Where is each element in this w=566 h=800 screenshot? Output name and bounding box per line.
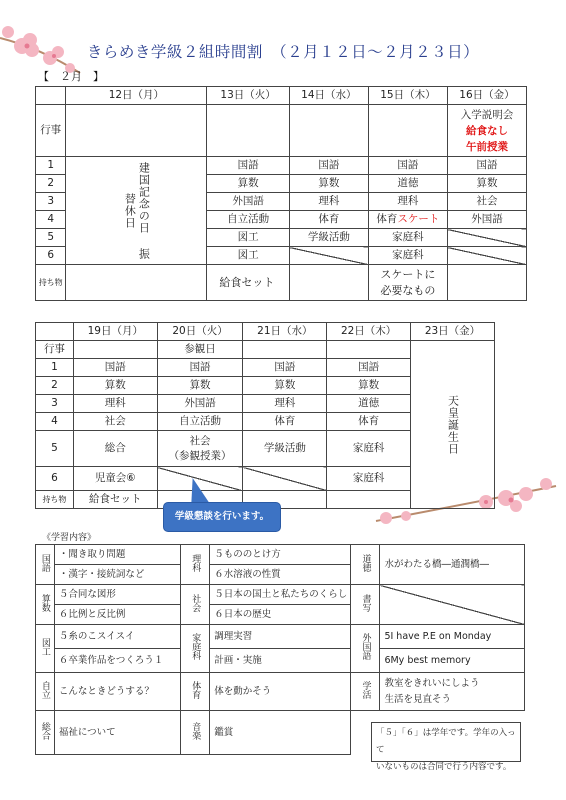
items-cell (447, 265, 526, 301)
subject-cell: 外国語 (447, 211, 526, 229)
period-number: 1 (36, 157, 66, 175)
period-number: 2 (36, 377, 74, 395)
subject-cell: 体育 (289, 211, 368, 229)
items-text: スケートに (380, 267, 436, 281)
subject-cell: 自立活動 (157, 413, 243, 431)
empty-cell (380, 585, 525, 625)
study-item: ５日本の国土と私たちのくらし (210, 585, 351, 605)
subject-cell: 算数 (327, 377, 411, 395)
subject-cell: 図工 (207, 247, 289, 265)
study-item (380, 673, 525, 711)
study-item: 計画・実施 (210, 649, 351, 673)
items-text: 必要なもの (380, 283, 436, 297)
subject-cell: 国語 (289, 157, 368, 175)
header-day: 22日（木） (327, 323, 411, 341)
subject-cell: 自立活動 (207, 211, 289, 229)
subject-cell: 家庭科 (327, 431, 411, 467)
subject-cell: 図工 (207, 229, 289, 247)
items-cell (66, 265, 207, 301)
subject-cell: 体育 (243, 413, 327, 431)
subject-cell: 家庭科 (368, 229, 447, 247)
subject-cell: 家庭科 (327, 467, 411, 491)
skate-text: スケート (397, 213, 440, 225)
subject-cell (368, 211, 447, 229)
note-text: 「５」「６」は学年です。学年の入って (376, 728, 516, 755)
holiday-text: 天皇誕生日 (446, 394, 460, 455)
event-cell (207, 105, 289, 157)
subject-cell: 理科 (73, 395, 157, 413)
subject-cell: 理科 (289, 193, 368, 211)
study-category: 国語 (36, 545, 55, 585)
period-number: 3 (36, 395, 74, 413)
period-number: 4 (36, 211, 66, 229)
subject-cell: 外国語 (207, 193, 289, 211)
subject-cell: 算数 (447, 175, 526, 193)
study-item: 調理実習 (210, 625, 351, 649)
note-box (371, 722, 521, 772)
study-item: ６日本の歴史 (210, 605, 351, 625)
period-number: 4 (36, 413, 74, 431)
header-day: 14日（水） (289, 87, 368, 105)
study-item: 福祉について (54, 711, 180, 755)
period-number: 2 (36, 175, 66, 193)
subject-cell: 国語 (327, 359, 411, 377)
event-label: 行事 (36, 105, 66, 157)
subject-cell: 理科 (243, 395, 327, 413)
subject-cell: 算数 (73, 377, 157, 395)
study-item: こんなときどうする？ (54, 673, 180, 711)
event-text: 入学説明会 (460, 108, 514, 121)
subject-cell: 算数 (289, 175, 368, 193)
study-item: 6My best memory (380, 649, 525, 673)
subject-cell: 総合 (73, 431, 157, 467)
subject-cell: 算数 (207, 175, 289, 193)
items-label: 持ち物 (36, 491, 74, 509)
subject-cell: 国語 (157, 359, 243, 377)
subject-cell: 国語 (368, 157, 447, 175)
event-cell (73, 341, 157, 359)
subject-cell: 道徳 (327, 395, 411, 413)
study-item: ６比例と反比例 (54, 605, 180, 625)
callout-box: 学級懇談を行います。 (163, 502, 281, 532)
study-item: ５糸のこスイスイ (54, 625, 180, 649)
study-category: 音楽 (181, 711, 210, 755)
study-item: ５合同な図形 (54, 585, 180, 605)
header-day: 15日（木） (368, 87, 447, 105)
header-blank (36, 87, 66, 105)
items-cell (368, 265, 447, 301)
study-category: 社会 (181, 585, 210, 625)
study-category: 算数 (36, 585, 55, 625)
subject-cell: 理科 (368, 193, 447, 211)
subject-cell: 道徳 (368, 175, 447, 193)
study-item: 体を動かそう (210, 673, 351, 711)
subject-text: 社会 (189, 434, 211, 447)
header-blank (36, 323, 74, 341)
study-label: 《学習内容》 (42, 533, 97, 543)
study-item: ・漢字・接続詞など (54, 565, 180, 585)
holiday-cell (66, 157, 207, 265)
study-category: 自立 (36, 673, 55, 711)
empty-cell (447, 247, 526, 265)
header-day: 16日（金） (447, 87, 526, 105)
subject-cell: 算数 (157, 377, 243, 395)
period-number: 5 (36, 431, 74, 467)
study-item: 水がわたる橋―通潤橋― (380, 545, 525, 585)
study-item: ５もののとけ方 (210, 545, 351, 565)
holiday-text: 建国記念の日 振替休日 (123, 161, 151, 260)
study-item: 鑑賞 (210, 711, 351, 755)
items-cell: 給食セット (73, 491, 157, 509)
study-category: 図工 (36, 625, 55, 673)
subject-cell: 学級活動 (243, 431, 327, 467)
subject-cell: 外国語 (157, 395, 243, 413)
period-number: 6 (36, 247, 66, 265)
study-item: ６水溶液の性質 (210, 565, 351, 585)
study-item: ・聞き取り問題 (54, 545, 180, 565)
study-text: 教室をきれいにしよう (384, 677, 480, 689)
event-cell (66, 105, 207, 157)
subject-cell: 国語 (447, 157, 526, 175)
subject-cell: 算数 (243, 377, 327, 395)
subject-cell (157, 431, 243, 467)
subject-cell: 国語 (73, 359, 157, 377)
study-category: 書写 (351, 585, 380, 625)
period-number: 1 (36, 359, 74, 377)
items-text: 給食セット (219, 276, 275, 289)
period-number: 6 (36, 467, 74, 491)
subject-text: 体育 (376, 213, 398, 225)
header-day: 23日（金） (411, 323, 495, 341)
schedule-week2 (35, 322, 495, 509)
study-category: 理科 (181, 545, 210, 585)
header-day: 20日（火） (157, 323, 243, 341)
subject-text: （参観授業） (168, 449, 232, 462)
month-label: 【 ２月 】 (38, 70, 104, 83)
subject-cell: 国語 (207, 157, 289, 175)
schedule-week1 (35, 86, 527, 301)
page-title: きらめき学級２組時間割 （２月１２日～２月２３日） (86, 43, 480, 61)
event-cell: 参観日 (157, 341, 243, 359)
empty-cell (447, 229, 526, 247)
event-cell (289, 105, 368, 157)
header-day: 12日（月） (66, 87, 207, 105)
study-category: 道徳 (351, 545, 380, 585)
subject-cell: 社会 (73, 413, 157, 431)
study-category: 家庭科 (181, 625, 210, 673)
study-text: 生活を見直そう (384, 693, 451, 705)
study-item: ６卒業作品をつくろう１ (54, 649, 180, 673)
subject-cell: 児童会⑥ (73, 467, 157, 491)
items-label: 持ち物 (36, 265, 66, 301)
holiday-cell (411, 341, 495, 509)
subject-cell: 学級活動 (289, 229, 368, 247)
period-number: 3 (36, 193, 66, 211)
event-cell (447, 105, 526, 157)
study-category: 総合 (36, 711, 55, 755)
subject-cell: 体育 (327, 413, 411, 431)
subject-cell: 国語 (243, 359, 327, 377)
study-category: 体育 (181, 673, 210, 711)
header-day: 19日（月） (73, 323, 157, 341)
event-cell (368, 105, 447, 157)
event-text: 給食なし (465, 124, 508, 137)
period-number: 5 (36, 229, 66, 247)
study-item: 5I have P.E on Monday (380, 625, 525, 649)
event-cell (327, 341, 411, 359)
empty-cell (243, 467, 327, 491)
empty-cell (289, 247, 368, 265)
event-cell (243, 341, 327, 359)
header-day: 21日（水） (243, 323, 327, 341)
event-text: 午前授業 (465, 140, 508, 153)
study-category: 外国語 (351, 625, 380, 673)
header-day: 13日（火） (207, 87, 289, 105)
subject-cell: 家庭科 (368, 247, 447, 265)
subject-cell: 社会 (447, 193, 526, 211)
note-text: いないものは合同で行う内容です。 (376, 762, 512, 772)
items-cell (327, 491, 411, 509)
event-label: 行事 (36, 341, 74, 359)
items-cell (207, 265, 289, 301)
items-cell (289, 265, 368, 301)
study-category: 学活 (351, 673, 380, 711)
